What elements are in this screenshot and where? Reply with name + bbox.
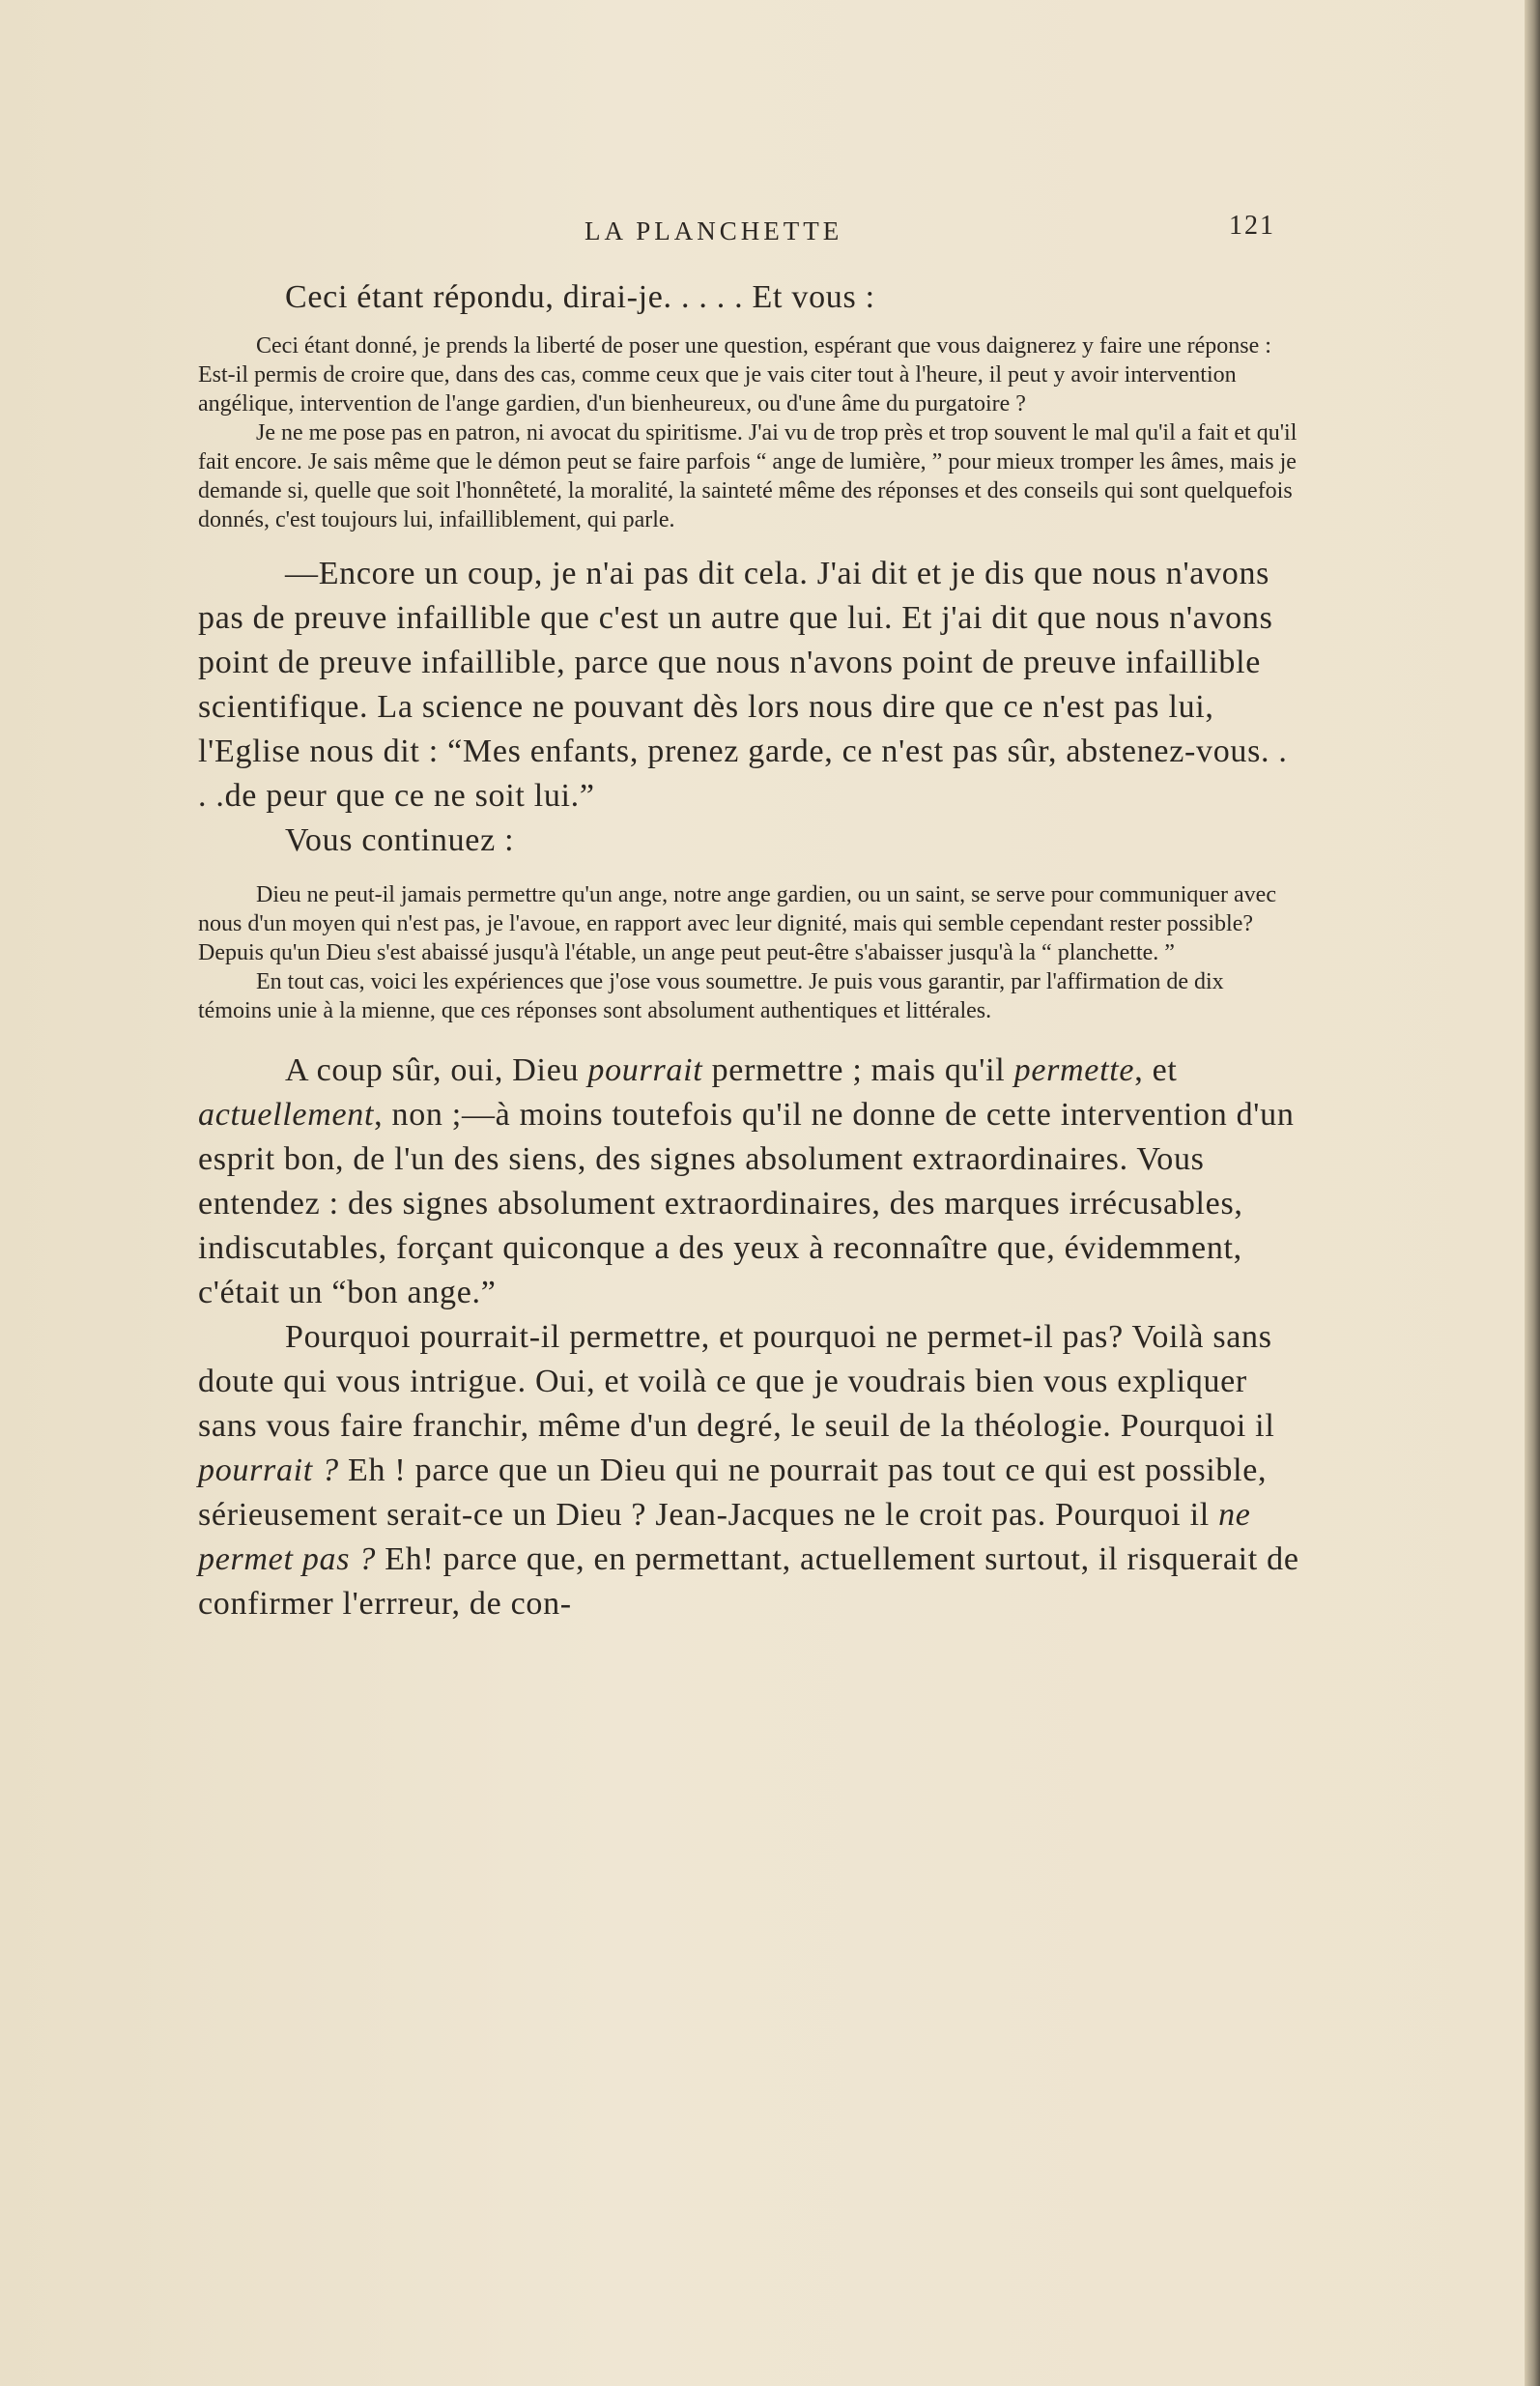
emphasis-text: ne permet pas ? [198, 1497, 1251, 1577]
text-run: , non ;—à moins toutefois qu'il ne donne de cette intervention d'un esprit bon, de l'un des siens, des signes absolument extraordinaires. Vous entendez : des signes absolument extraordinaires, des marques irrécusables, indiscutables, forçant quiconque a des yeux à reconnaître que, évidemment, c'était un “bon ange.” [198, 1097, 1295, 1310]
text-run: A coup sûr, oui, Dieu [285, 1052, 588, 1088]
emphasis-text: actuellement [198, 1097, 375, 1133]
emphasis-text: permette [1013, 1052, 1135, 1088]
text-run: , et [1134, 1052, 1178, 1088]
continue-line: Vous continuez : [285, 822, 515, 858]
emphasis-text: pourrait [587, 1052, 703, 1088]
intro-line: Ceci étant répondu, dirai-je. . . . . Et vous : [285, 279, 875, 315]
emphasis-text: pourrait ? [198, 1452, 339, 1488]
text-run: Pourquoi pourrait-il permettre, et pourquoi ne permet-il pas? Voilà sans doute qui vous intrigue. Oui, et voilà ce que je voudrais bien vous expliquer sans vous faire franchir, même d'un degré, le seuil de la théologie. Pourquoi il [198, 1319, 1275, 1444]
running-head [198, 211, 1275, 249]
page-edge [1525, 0, 1540, 2386]
quote-paragraph: Dieu ne peut-il jamais permettre qu'un ange, notre ange gardien, ou un saint, se serve pour communiquer avec nous d'un moyen qui n'est pas, je l'avoue, en rapport avec leur dignité, mais qui semble cependant rester possible? Depuis qu'un Dieu s'est abaissé jusqu'à l'étable, un ange peut peut-être s'abaisser jusqu'à la “ planchette. ” [198, 882, 1276, 965]
text-run: permettre ; mais qu'il [702, 1052, 1014, 1088]
quote-paragraph: Je ne me pose pas en patron, ni avocat du spiritisme. J'ai vu de trop près et trop souvent le mal qu'il a fait et qu'il fait encore. Je sais même que le démon peut se faire parfois “ ange de lumière, ” pour mieux tromper les âmes, mais je demande si, quelle que soit l'honnêteté, la moralité, la sainteté même des réponses et des conseils qui sont quelquefois donnés, c'est toujours lui, infailliblement, qui parle. [198, 420, 1298, 532]
reply-paragraph: —Encore un coup, je n'ai pas dit cela. J'ai dit et je dis que nous n'avons pas de preuve infaillible que c'est un autre que lui. Et j'ai dit que nous n'avons point de preuve infaillible, parce que nous n'avons point de preuve infaillible scientifique. La science ne pouvant dès lors nous dire que ce n'est pas lui, l'Eglise nous dit : “Mes enfants, prenez garde, ce n'est pas sûr, abstenez-vous. . . .de peur que ce ne soit lui.” [198, 556, 1288, 814]
text-block [198, 275, 1299, 1626]
page-number: 121 [1229, 211, 1275, 241]
reply-paragraph [198, 1049, 1299, 1315]
reply-paragraph [198, 1315, 1299, 1626]
quote-paragraph: Ceci étant donné, je prends la liberté de poser une question, espérant que vous daignerez y faire une réponse : Est-il permis de croire que, dans des cas, comme ceux que je vais citer tout à l'heure, il peut y avoir intervention angélique, intervention de l'ange gardien, d'un bienheureux, ou d'une âme du purgatoire ? [198, 333, 1271, 417]
text-run: Eh! parce que, en permettant, actuellement surtout, il risquerait de confirmer l'errreur, de con- [198, 1541, 1299, 1622]
text-run: Eh ! parce que un Dieu qui ne pourrait pas tout ce qui est possible, sérieusement serait-ce un Dieu ? Jean-Jacques ne le croit pas. Pourquoi il [198, 1452, 1268, 1533]
quote-paragraph: En tout cas, voici les expériences que j'ose vous soumettre. Je puis vous garantir, par l'affirmation de dix témoins unie à la mienne, que ces réponses sont absolument authentiques et littérales. [198, 969, 1224, 1023]
running-title: LA PLANCHETTE [585, 216, 843, 245]
